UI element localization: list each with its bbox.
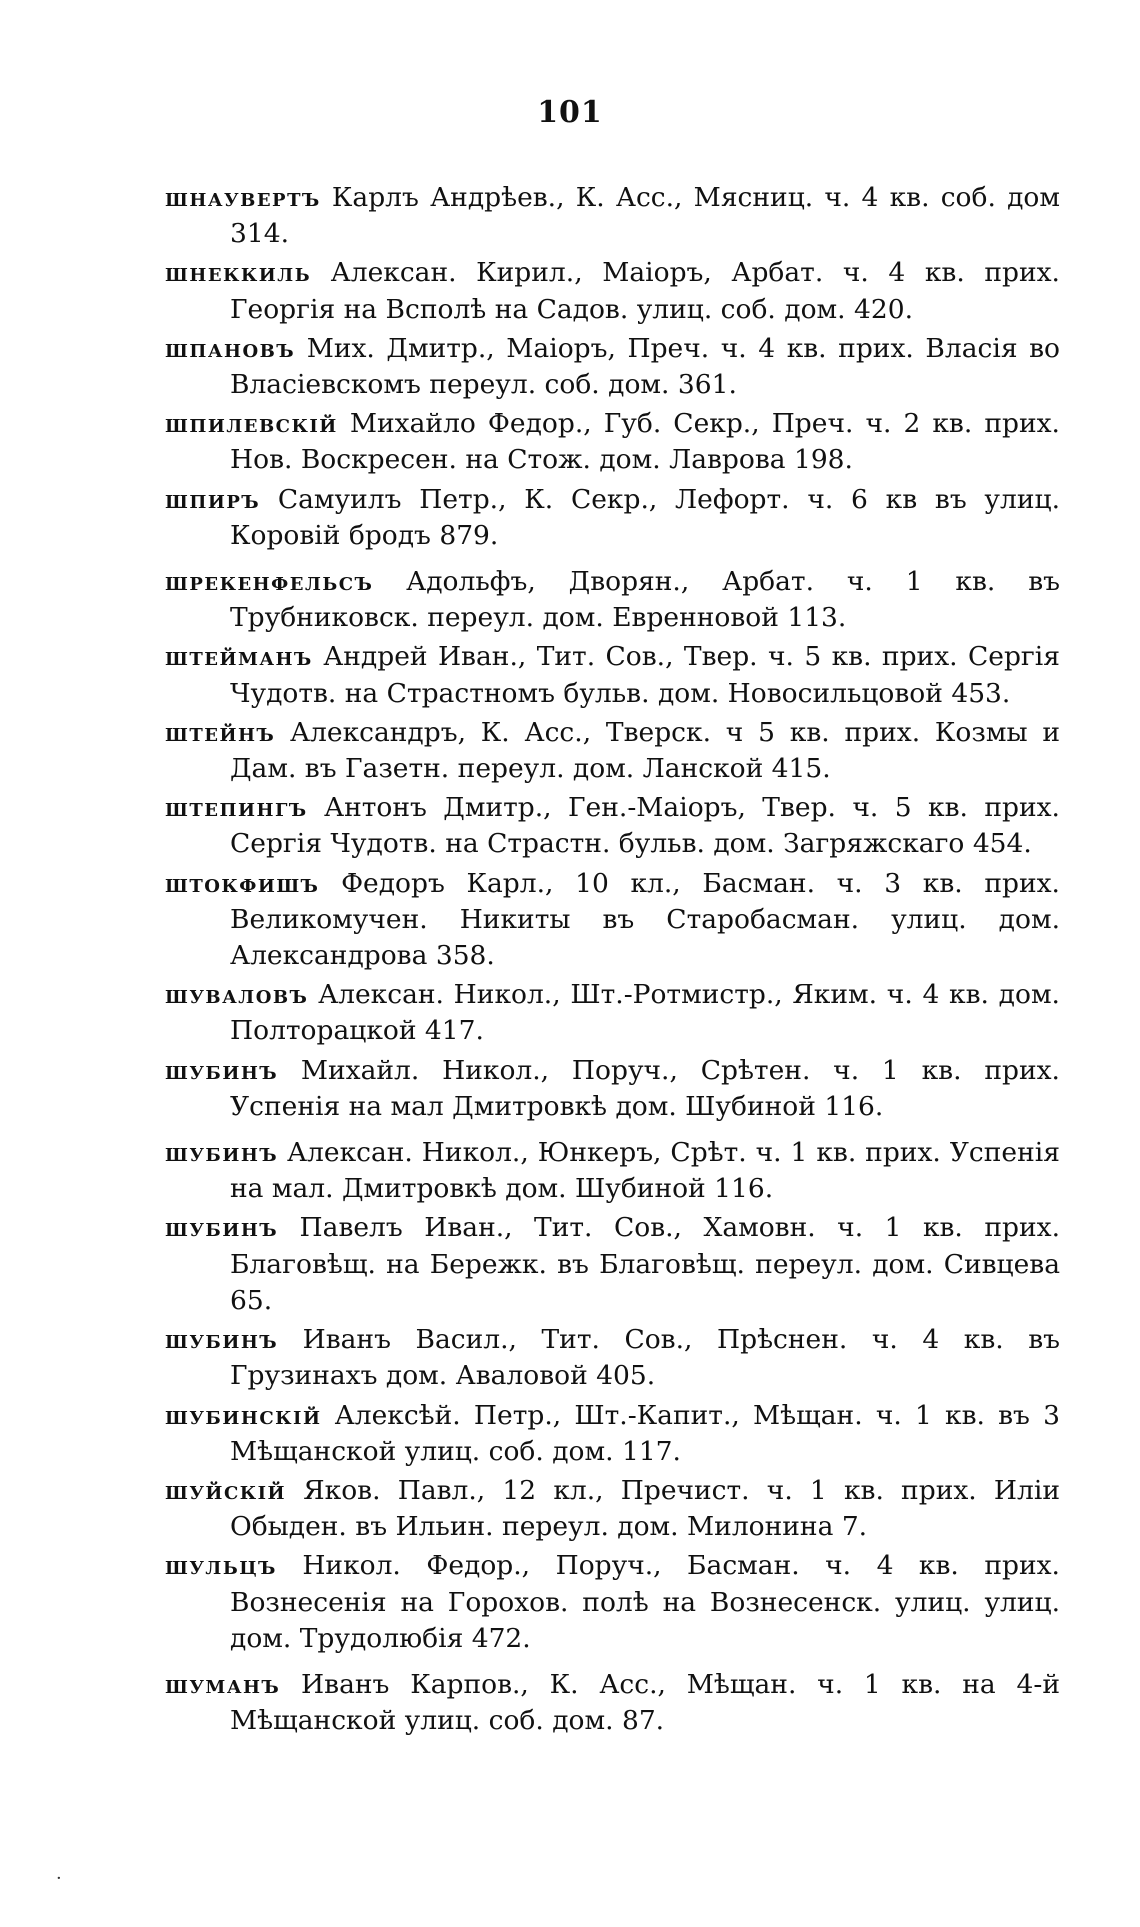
directory-entry: [165, 1135, 1060, 1207]
directory-entry: [165, 482, 1060, 554]
directory-entry: [165, 406, 1060, 478]
entry-surname: шуманъ: [165, 1669, 281, 1699]
directory-entry: [165, 180, 1060, 252]
entry-details: Адольфъ, Дворян., Арбат. ч. 1 кв. въ Трубниковск. переул. дом. Евренновой 113.: [230, 566, 1060, 634]
entry-surname: шубинъ: [165, 1138, 279, 1168]
entry-surname: шульцъ: [165, 1551, 277, 1581]
entry-surname: шуйскій: [165, 1475, 287, 1505]
entry-details: Александръ, К. Асс., Тверск. ч 5 кв. прих. Козмы и Дам. въ Газетн. переул. дом. Ланской 415.: [230, 716, 1060, 785]
entry-surname: шубинскій: [165, 1400, 322, 1430]
directory-entry: [165, 866, 1060, 975]
entry-details: Михайло Федор., Губ. Секр., Преч. ч. 2 кв. прих. Нов. Воскресен. на Стож. дом. Лаврова 198.: [230, 408, 1060, 476]
directory-entry: [165, 977, 1060, 1049]
directory-entry: [165, 564, 1060, 636]
directory-entry: [165, 1548, 1060, 1657]
entry-surname: шпилевскій: [165, 409, 338, 439]
entry-surname: штейнъ: [165, 717, 276, 747]
margin-speck: ·: [56, 1868, 62, 1889]
entry-surname: шубинъ: [165, 1055, 279, 1085]
entry-details: Самуилъ Петр., К. Секр., Лефорт. ч. 6 кв въ улиц. Коровій бродъ 879.: [230, 483, 1060, 551]
entry-details: Яков. Павл., 12 кл., Пречист. ч. 1 кв. прих. Иліи Обыден. въ Ильин. переул. дом. Милонина 7.: [230, 1474, 1060, 1543]
entry-details: Федоръ Карл., 10 кл., Басман. ч. 3 кв. прих. Великомучен. Никиты въ Старобасман. улиц. дом. Александрова 358.: [230, 867, 1060, 972]
entry-details: Иванъ Карпов., К. Асс., Мѣщан. ч. 1 кв. на 4-й Мѣщанской улиц. соб. дом. 87.: [230, 1668, 1060, 1737]
entry-details: Михайл. Никол., Поруч., Срѣтен. ч. 1 кв. прих. Успенія на мал Дмитровкѣ дом. Шубиной 116.: [230, 1054, 1060, 1122]
entry-surname: шпановъ: [165, 333, 296, 363]
directory-entry: [165, 1473, 1060, 1545]
entry-details: Алексан. Никол., Юнкеръ, Срѣт. ч. 1 кв. прих. Успенія на мал. Дмитровкѣ дом. Шубиной 116.: [230, 1137, 1060, 1205]
entry-details: Мих. Дмитр., Маіоръ, Преч. ч. 4 кв. прих. Власія во Власіевскомъ переул. соб. дом. 361.: [230, 332, 1060, 401]
entry-surname: штепингъ: [165, 793, 308, 823]
directory-entry: [165, 1210, 1060, 1319]
directory-entry: [165, 1667, 1060, 1739]
entry-details: Андрей Иван., Тит. Сов., Твер. ч. 5 кв. прих. Сергія Чудотв. на Страстномъ бульв. дом. Новосильцовой 453.: [230, 641, 1060, 709]
entry-details: Алексѣй. Петр., Шт.-Капит., Мѣщан. ч. 1 кв. въ 3 Мѣщанской улиц. соб. дом. 117.: [230, 1399, 1060, 1467]
entry-surname: штейманъ: [165, 642, 313, 672]
entry-surname: шнаувертъ: [165, 183, 321, 212]
page-number: 101: [537, 95, 603, 130]
entry-details: Антонъ Дмитр., Ген.-Маіоръ, Твер. ч. 5 кв. прих. Сергія Чудотв. на Страстн. бульв. дом. Загряжскаго 454.: [230, 792, 1060, 860]
entry-details: Алексан. Никол., Шт.-Ротмистр., Яким. ч. 4 кв. дом. Полторацкой 417.: [230, 979, 1060, 1047]
directory-entry: [165, 639, 1060, 711]
entry-surname: шрекенфельсъ: [165, 567, 374, 597]
entry-details: Павелъ Иван., Тит. Сов., Хамовн. ч. 1 кв. прих. Благовѣщ. на Бережк. въ Благовѣщ. переул. дом. Сивцева 65.: [230, 1212, 1060, 1316]
entry-details: Иванъ Васил., Тит. Сов., Прѣснен. ч. 4 кв. въ Грузинахъ дом. Аваловой 405.: [230, 1324, 1060, 1392]
directory-entry: [165, 715, 1060, 787]
directory-entry: [165, 331, 1060, 403]
directory-entry: [165, 1398, 1060, 1470]
entry-surname: шпиръ: [165, 484, 261, 514]
entry-surname: шубинъ: [165, 1325, 279, 1355]
entry-surname: штокфишъ: [165, 868, 320, 898]
entry-details: Никол. Федор., Поруч., Басман. ч. 4 кв. прих. Вознесенія на Горохов. полѣ на Вознесенск. улиц. улиц. дом. Трудолюбія 472.: [230, 1550, 1060, 1654]
directory-entry: [165, 1053, 1060, 1125]
directory-entry: [165, 1322, 1060, 1394]
entry-details: Карлъ Андрѣев., К. Асс., Мясниц. ч. 4 кв. соб. дом 314.: [230, 182, 1060, 250]
entry-surname: шуваловъ: [165, 980, 309, 1010]
directory-entries: [165, 180, 1060, 1742]
directory-entry: [165, 255, 1060, 327]
entry-surname: шнеккиль: [165, 258, 312, 288]
directory-entry: [165, 790, 1060, 862]
entry-details: Алексан. Кирил., Маіоръ, Арбат. ч. 4 кв. прих. Георгія на Всполѣ на Садов. улиц. соб. дом. 420.: [230, 257, 1060, 325]
entry-surname: шубинъ: [165, 1213, 279, 1243]
